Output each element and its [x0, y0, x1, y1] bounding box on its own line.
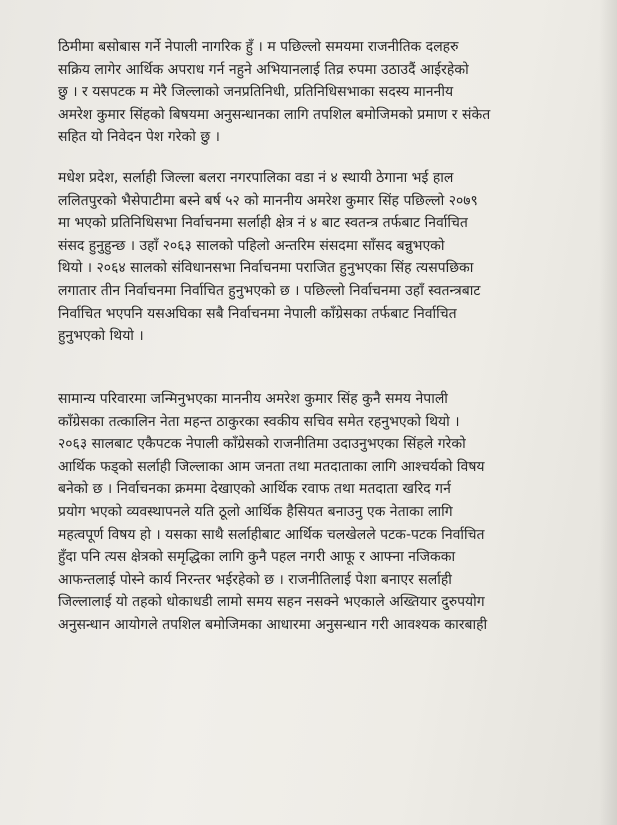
text-line: २०६३ सालबाट एकैपटक नेपाली काँग्रेसको राजनीतिमा उदाउनुभएका सिंहले गरेको	[58, 436, 466, 453]
paragraph-intro	[58, 36, 586, 149]
text-line: आर्थिक फड्को सर्लाही जिल्लाका आम जनता तथा मतदाताका लागि आश्चर्यको विषय	[58, 458, 485, 475]
text-line: बनेको छ । निर्वाचनका क्रममा देखाएको आर्थिक रवाफ तथा मतदाता खरिद गर्न	[58, 481, 451, 498]
text-line: काँग्रेसका तत्कालिन नेता महन्त ठाकुरका स्वकीय सचिव समेत रहनुभएको थियो ।	[58, 413, 460, 430]
text-line: प्रयोग भएको व्यवस्थापनले यति ठूलो आर्थिक हैसियत बनाउनु एक नेताका लागि	[58, 503, 453, 520]
text-line: आफन्तलाई पोस्ने कार्य निरन्तर भईरहेको छ । राजनीतिलाई पेशा बनाएर सर्लाही	[58, 571, 452, 588]
text-line: ललितपुरको भैसेपाटीमा बस्ने बर्ष ५२ को माननीय अमरेश कुमार सिंह पछिल्लो २०७९	[58, 192, 478, 209]
page-shadow	[599, 0, 617, 825]
text-line: थियो । २०६४ सालको संविधानसभा निर्वाचनमा पराजित हुनुभएका सिंह त्यसपछिका	[58, 260, 474, 277]
text-line: निर्वाचित भएपनि यसअघिका सबै निर्वाचनमा नेपाली काँग्रेसका तर्फबाट निर्वाचित	[58, 305, 457, 322]
text-line: मधेश प्रदेश, सर्लाही जिल्ला बलरा नगरपालिका वडा नं ४ स्थायी ठेगाना भई हाल	[58, 170, 454, 186]
text-line: संसद हुनुहुन्छ । उहाँ २०६३ सालको पहिलो अन्तरिम संसदमा साँसद बन्नुभएको	[58, 237, 445, 254]
paragraph-allegations	[58, 388, 586, 637]
text-line: अनुसन्धान आयोगले तपशिल बमोजिमका आधारमा अनुसन्धान गरी आवश्यक कारबाही	[58, 616, 488, 633]
text-line: ठिमीमा बसोबास गर्ने नेपाली नागरिक हुँ । म पछिल्लो समयमा राजनीतिक दलहरु	[58, 39, 459, 55]
text-line: हुँदा पनि त्यस क्षेत्रको समृद्धिका लागि कुनै पहल नगरी आफू र आफ्ना नजिकका	[58, 549, 456, 566]
text-line: मा भएको प्रतिनिधिसभा निर्वाचनमा सर्लाही क्षेत्र नं ४ बाट स्वतन्त्र तर्फबाट निर्वाचित	[58, 215, 468, 232]
text-line: सक्रिय लागेर आर्थिक अपराध गर्न नहुने अभियानलाई तिव्र रुपमा उठाउदैं आईरहेको	[58, 61, 469, 78]
text-line: छु । र यसपटक म मेरै जिल्लाको जनप्रतिनिधी, प्रतिनिधिसभाका सदस्य माननीय	[58, 84, 454, 101]
text-line: सामान्य परिवारमा जन्मिनुभएका माननीय अमरेश कुमार सिंह कुनै समय नेपाली	[58, 391, 448, 407]
text-line: जिल्लालाई यो तहको धोकाधडी लामो समय सहन नसक्ने भएकाले अख्तियार दुरुपयोग	[58, 594, 485, 611]
text-line: लगातार तीन निर्वाचनमा निर्वाचित हुनुभएको छ । पछिल्लो निर्वाचनमा उहाँ स्वतन्त्रबाट	[58, 282, 481, 299]
text-line: हुनुभएको थियो ।	[58, 328, 144, 345]
text-line: अमरेश कुमार सिंहको बिषयमा अनुसन्धानका लागि तपशिल बमोजिमको प्रमाण र संकेत	[58, 106, 491, 123]
text-line: सहित यो निवेदन पेश गरेको छु ।	[58, 129, 220, 146]
text-line: महत्वपूर्ण विषय हो । यसका साथै सर्लाहीबाट आर्थिक चलखेलले पटक-पटक निर्वाचित	[58, 526, 485, 543]
paragraph-background	[58, 167, 586, 348]
